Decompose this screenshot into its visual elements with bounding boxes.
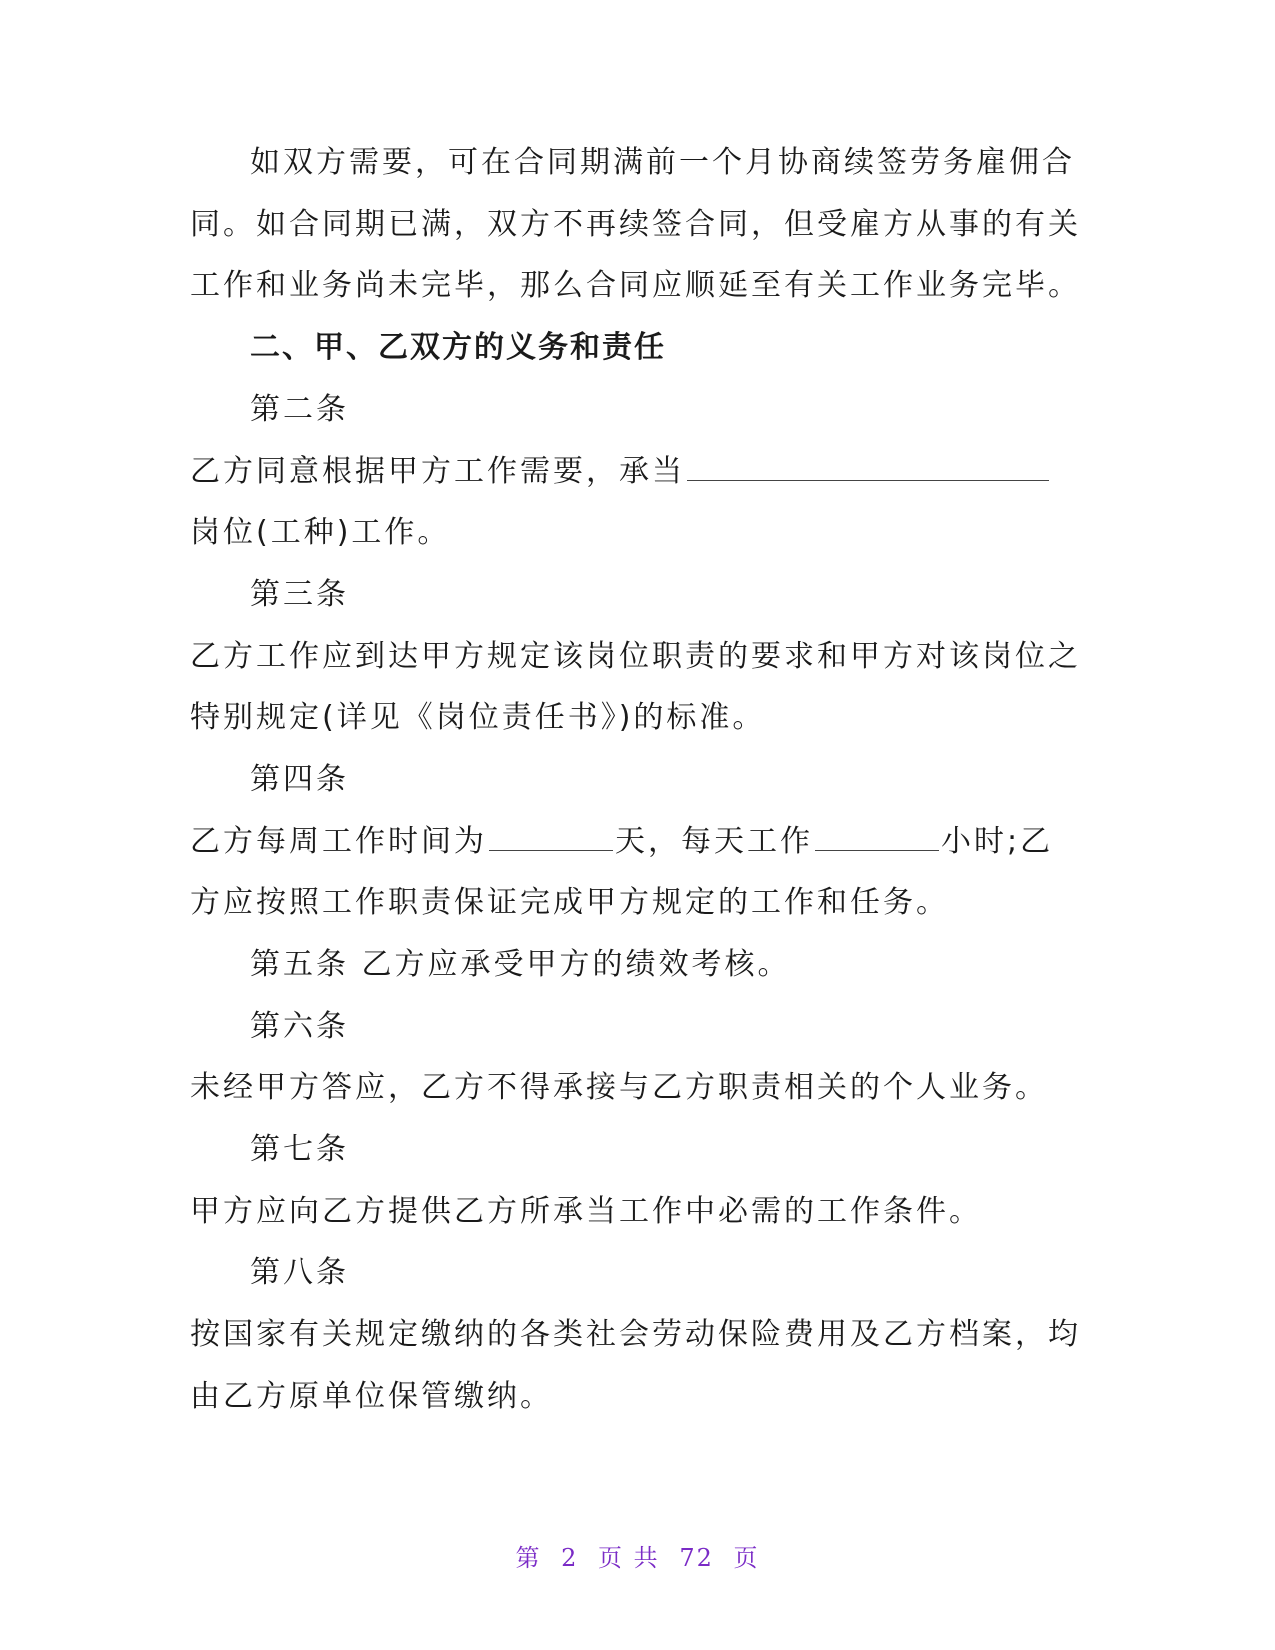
paragraph-text: 小时;乙 [941, 824, 1054, 859]
footer-prefix: 第 [515, 1544, 542, 1572]
article-title: 第七条 [250, 1132, 349, 1167]
article-title: 第八条 [250, 1255, 349, 1290]
article-title: 第四条 [250, 762, 349, 797]
paragraph-line: 岗位(工种)工作。 [190, 515, 451, 550]
paragraph-text: 乙方同意根据甲方工作需要，承当 [190, 454, 685, 489]
paragraph-line: 方应按照工作职责保证完成甲方规定的工作和任务。 [190, 885, 949, 920]
article-title: 第三条 [250, 577, 349, 612]
fill-in-blank [815, 826, 939, 851]
paragraph-line: 如双方需要，可在合同期满前一个月协商续签劳务雇佣合 [250, 145, 1075, 180]
paragraph-line [190, 822, 1053, 862]
paragraph-line: 甲方应向乙方提供乙方所承当工作中必需的工作条件。 [190, 1194, 982, 1229]
paragraph-line: 乙方工作应到达甲方规定该岗位职责的要求和甲方对该岗位之 [190, 639, 1081, 674]
fill-in-blank [489, 826, 613, 851]
paragraph-line: 按国家有关规定缴纳的各类社会劳动保险费用及乙方档案，均 [190, 1317, 1081, 1352]
article-line: 第五条 乙方应承受甲方的绩效考核。 [250, 947, 791, 982]
fill-in-blank [687, 456, 1049, 481]
page-footer [0, 1538, 1275, 1573]
paragraph-line: 未经甲方答应，乙方不得承接与乙方职责相关的个人业务。 [190, 1070, 1048, 1105]
article-title: 第六条 [250, 1009, 349, 1044]
footer-middle: 页 共 [598, 1544, 660, 1572]
section-heading: 二、甲、乙双方的义务和责任 [250, 330, 666, 365]
footer-suffix: 页 [733, 1544, 760, 1572]
paragraph-text: 乙方每周工作时间为 [190, 824, 487, 859]
current-page-number: 2 [561, 1544, 579, 1572]
total-pages-number: 72 [679, 1544, 714, 1572]
paragraph-line: 特别规定(详见《岗位责任书》)的标准。 [190, 700, 766, 735]
paragraph-line [190, 452, 1051, 492]
paragraph-text: 天，每天工作 [615, 824, 813, 859]
paragraph-line: 同。如合同期已满，双方不再续签合同，但受雇方从事的有关 [190, 207, 1081, 242]
paragraph-line: 由乙方原单位保管缴纳。 [190, 1379, 553, 1414]
paragraph-line: 工作和业务尚未完毕，那么合同应顺延至有关工作业务完毕。 [190, 268, 1081, 303]
article-title: 第二条 [250, 392, 349, 427]
